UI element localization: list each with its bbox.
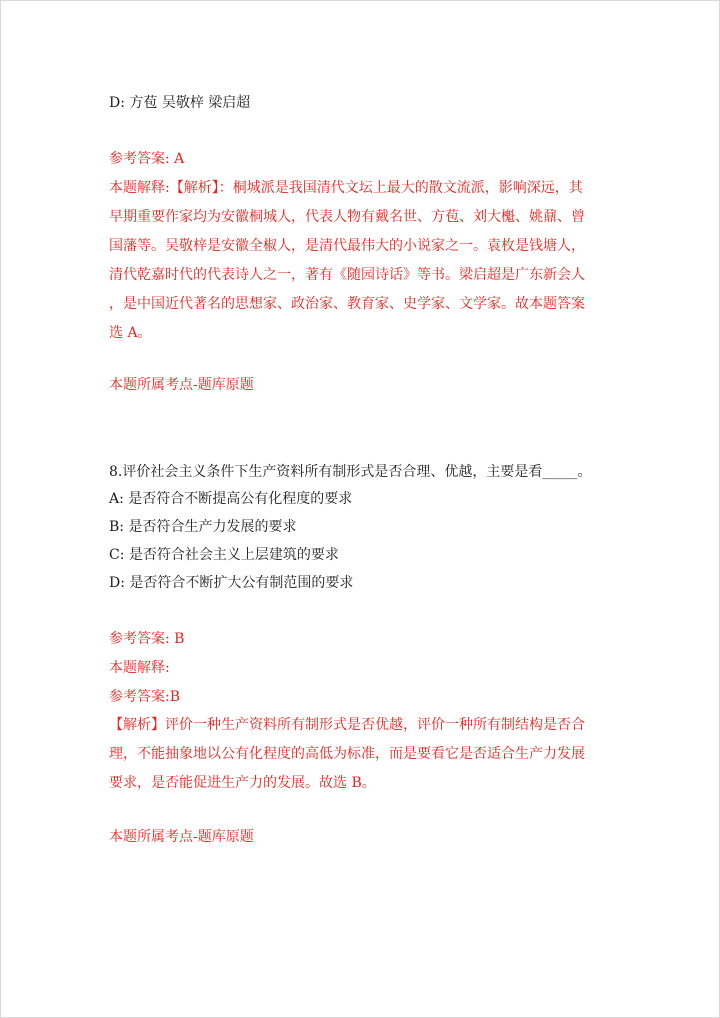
q8-answer-repeat: 参考答案:B <box>109 689 181 705</box>
q8-explanation-line-1 <box>109 715 585 735</box>
q8-option-d: D: 是否符合不断扩大公有制范围的要求 <box>109 575 354 591</box>
q7-explanation-line-6: 选 A。 <box>109 325 152 341</box>
q7-explanation-tag: 【解析】 <box>169 180 219 196</box>
q7-option-d: D: 方苞 吴敬梓 梁启超 <box>109 95 251 111</box>
q8-answer: 参考答案: B <box>109 631 185 647</box>
q8-source: 本题所属考点-题库原题 <box>109 829 254 845</box>
q8-explanation-tag: 【解析】 <box>109 717 165 733</box>
q7-explanation-line-5: ，是中国近代著名的思想家、政治家、教育家、史学家、文学家。故本题答案 <box>109 296 585 312</box>
q8-explanation-label: 本题解释: <box>109 660 170 676</box>
q8-option-b: B: 是否符合生产力发展的要求 <box>109 519 297 535</box>
q8-explanation-text-1: 评价一种生产资料所有制形式是否优越，评价一种所有制结构是否合 <box>165 717 585 733</box>
q7-explanation-line-3: 国藩等。吴敬梓是安徽全椒人，是清代最伟大的小说家之一。袁枚是钱塘人， <box>109 238 585 254</box>
q7-explanation-text-1: ：桐城派是我国清代文坛上最大的散文流派，影响深远，其 <box>218 180 583 196</box>
q8-explanation-line-3: 要求，是否能促进生产力的发展。故选 B。 <box>109 775 376 791</box>
q7-explanation-line-1 <box>109 178 583 198</box>
q7-explanation-line-4: 清代乾嘉时代的代表诗人之一，著有《随园诗话》等书。梁启超是广东新会人 <box>109 267 585 283</box>
q8-option-a: A: 是否符合不断提高公有化程度的要求 <box>109 491 353 507</box>
q8-explanation-line-2: 理，不能抽象地以公有化程度的高低为标准，而是要看它是否适合生产力发展 <box>109 746 585 762</box>
q7-explanation-prefix: 本题解释: <box>109 180 170 196</box>
q7-source: 本题所属考点-题库原题 <box>109 377 254 393</box>
q7-explanation-line-2: 早期重要作家均为安徽桐城人，代表人物有戴名世、方苞、刘大櫆、姚鼐、曾 <box>109 209 585 225</box>
q7-answer: 参考答案: A <box>109 151 185 167</box>
q8-question: 8.评价社会主义条件下生产资料所有制形式是否合理、优越，主要是看_____。 <box>109 464 592 480</box>
q8-option-c: C: 是否符合社会主义上层建筑的要求 <box>109 547 339 563</box>
